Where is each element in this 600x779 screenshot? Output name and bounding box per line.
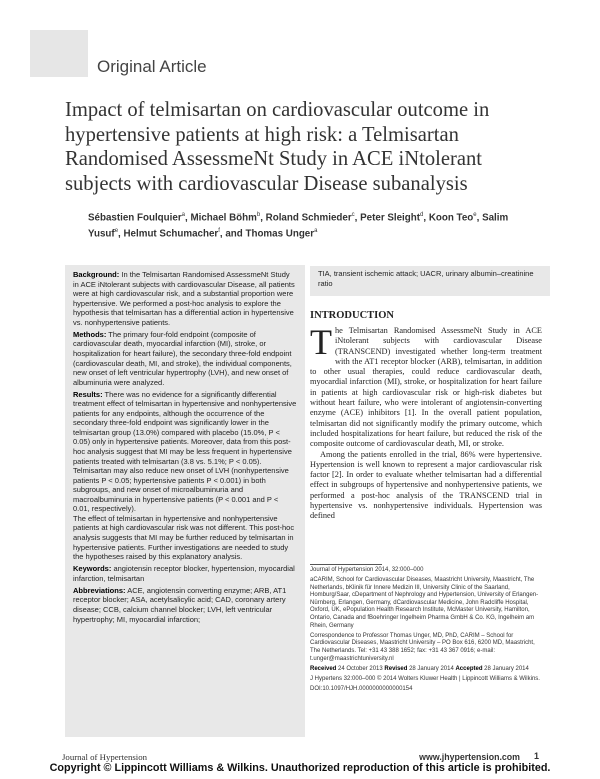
abstract-abbreviations: Abbreviations: ACE, angiotensin converting enzyme; ARB, AT1 receptor blocker; ASA, acetylsalicylic acid; CAD, coronary artery disease; CCB, calcium channel blocker; LVH, left ventricular hypertrophy; MI, myocardial infarction; (73, 585, 287, 624)
author-name: Sébastien Foulquier (88, 212, 182, 224)
author-separator: , (184, 212, 191, 224)
page-number: 1 (534, 751, 540, 761)
author-affiliation-mark: a (181, 212, 185, 218)
author-list (88, 209, 543, 241)
journal-reference: Journal of Hypertension 2014, 32:000–000 (310, 567, 424, 573)
author-separator: , (423, 212, 429, 224)
abstract-background: Background: In the Telmisartan Randomised AssessmeNt Study in ACE iNtolerant subjects with cardiovascular Disease, all patients were at high cardiovascular risk, and a substantial proportion were hypertensive. We performed a post-hoc analysis to explore the hypothesis that telmisartan has a differential action in hypertensive vs. nonhypertensive patients. (73, 270, 295, 327)
abbreviations-continued: TIA, transient ischemic attack; UACR, urinary albumin–creatinine ratio (310, 266, 550, 296)
header-tab-block (30, 30, 88, 77)
author-name: Thomas Unger (245, 228, 315, 240)
author-affiliation-mark: e (114, 227, 119, 234)
abstract-box (65, 265, 305, 737)
footer-journal-name: Journal of Hypertension (62, 752, 148, 762)
author-affiliation-mark: b (256, 212, 261, 218)
author-affiliation-mark: e (473, 212, 477, 218)
dates-line: Received 24 October 2013 Revised 28 January 2014 Accepted 28 January 2014 (310, 665, 529, 672)
abstract-methods: Methods: The primary four-fold endpoint (composite of cardiovascular death, myocardial infarction (MI), stroke, or hospitalization for heart failure), the secondary three-fold endpoint (cardiovascular death, MI, and stroke), the individual components, new onset of left ventricular hypertrophy (LVH), and new onset of albuminuria were analyzed. (73, 329, 292, 387)
footnotes (310, 567, 546, 696)
author-affiliation-mark: a (314, 227, 318, 234)
affiliations: aCARIM, School for Cardiovascular Diseases, Maastricht University, Maastricht, The Netherlands, bKlinik für Innere Medizin III, University Clinic of the Saarland, Homburg/Saar, cDepartment of Nephrology and Hypertension, University of Erlangen-Nürnberg, Erlangen, Germany, dCardiovascular Medicine, John Radcliffe Hospital, Oxford, UK, ePopulation Health Research Institute, McMaster University, Hamilton, Ontario, Canada and fBoehringer Ingelheim Pharma GmbH & Co. KG, Ingelheim am Rhein, Germany (310, 577, 539, 629)
copyright-notice: Copyright © Lippincott Williams & Wilkins. Unauthorized reproduction of this article is prohibited. (49, 762, 551, 774)
author-separator: , (260, 212, 266, 224)
author-separator: , (354, 212, 361, 224)
author-name: Helmut Schumacher (123, 228, 219, 240)
abstract-results: Results: There was no evidence for a significantly differential treatment effect of telmisartan in hypertensive and nonhypertensive patients for any endpoints, although the occurrence of the secondary three-fold endpoint was significantly lower in the telmisartan group (13.0%) compared with placebo (15.0%, P < 0.05) only in hypertensive patients. Moreover, data from this post-hoc analysis suggest that MI may be less frequent in hypertensive patients treated with telmisartan (3.8 vs. 5.1%; P < 0.05). Telmisartan may also reduce new onset of LVH (nonhypertensive patients P < 0.05; hypertensive patients P < 0.001) in both subgroups, and new onset of microalbuminuria and macroalbuminuria in hypertensive patients (P < 0.001 and P < 0.01, respectively). The effect of telmisartan in hypertensive and nonhypertensive patients at high cardiovascular risk was not different. This post-hoc analysis suggests that MI may be further reduced by telmisartan in hypertensive patients. Further investigations are needed to study the hypotheses raised by this explanatory analysis. (73, 389, 297, 562)
author-name: Peter Sleight (360, 212, 421, 224)
article-type-label: Original Article (97, 57, 207, 76)
intro-paragraph-2: Among the patients enrolled in the trial, 86% were hypertensive. Hypertension is well known to represent a major cardiovascular risk factor [2]. In order to evaluate whether telmisartan had a differential effect in subgroups of hypertensive and nonhypertensive patients, we performed a post-hoc analysis of the TRANSCEND trial in hypertensive vs. nonhypertensive individuals. Hypertension was defined (310, 449, 542, 521)
author-affiliation-mark: f (218, 227, 220, 234)
footnote-divider (310, 564, 382, 565)
introduction-heading: INTRODUCTION (310, 310, 395, 321)
author-separator: , (118, 228, 124, 240)
article-title: Impact of telmisartan on cardiovascular outcome in hypertensive patients at high risk: a Telmisartan Randomised AssessmeNt Study in ACE iNtolerant subjects with cardiovascular Disease subanalysis (65, 99, 490, 195)
author-name: Koon Teo (428, 212, 474, 224)
author-affiliation-mark: c (351, 212, 355, 218)
author-name: Salim Yusuf (88, 212, 509, 240)
author-affiliation-mark: d (420, 212, 424, 218)
correspondence: Correspondence to Professor Thomas Unger, MD, PhD, CARIM – School for Cardiovascular Diseases, Maastricht University – PO Box 616, 6200 MD, Maastricht, The Netherlands. Tel: +31 43 388 1652; fax: +31 43 367 0916; e-mail: t.unger@maastrichtuniversity.nl (310, 632, 535, 662)
author-separator: , and (219, 228, 246, 240)
intro-paragraph-1: The Telmisartan Randomised AssessmeNt Study in ACE iNtolerant subjects with cardiovascular Disease (TRANSCEND) investigated whether long-term treatment with the AT1 receptor blocker (ARB), telmisartan, in addition to other usual therapies, could reduce cardiovascular death, myocardial infarction (MI), stroke, or hospitalization for heart failure in patients at high cardiovascular risk or high-risk diabetes but without heart failure, who were intolerant of angiotensin-converting enzyme (ACE) inhibitors [1]. In the overall patient population, telmisartan did not significantly modify the primary outcome, which included hospitalizations for heart failure, but reduced the risk of the composite outcome of cardiovascular death, MI, or stroke. (310, 322, 542, 449)
abstract-keywords: Keywords: angiotensin receptor blocker, hypertension, myocardial infarction, telmisartan (73, 564, 295, 583)
footer-url[interactable]: www.jhypertension.com (419, 752, 520, 762)
doi: DOI:10.1097/HJH.0000000000000154 (310, 685, 413, 692)
drop-cap: T (310, 322, 332, 362)
author-separator: , (476, 212, 483, 224)
copyright-line: J Hypertens 32:000–000 © 2014 Wolters Kluwer Health | Lippincott Williams & Wilkins. (310, 675, 540, 682)
introduction-body (310, 322, 542, 522)
author-name: Michael Böhm (190, 212, 257, 224)
author-name: Roland Schmieder (265, 212, 352, 224)
